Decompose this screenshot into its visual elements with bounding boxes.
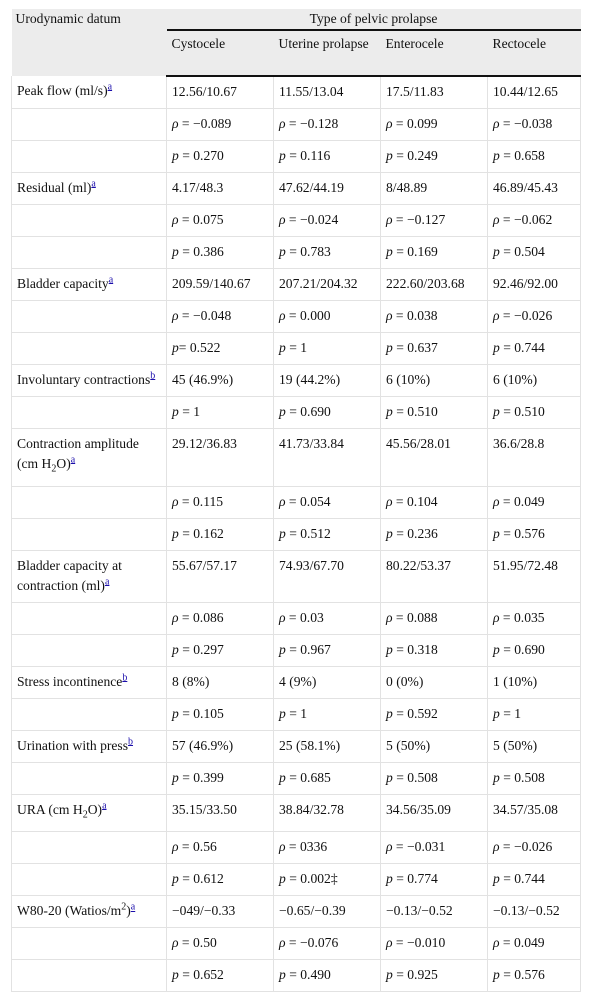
table-cell: 207.21/204.32 xyxy=(274,269,381,301)
table-cell: p = 0.249 xyxy=(381,141,488,173)
table-cell: p = 0.744 xyxy=(488,864,581,896)
table-cell: p = 0.510 xyxy=(488,397,581,429)
table-cell: p = 1 xyxy=(274,333,381,365)
table-cell: p = 0.270 xyxy=(167,141,274,173)
table-cell: p = 0.690 xyxy=(274,397,381,429)
row-label xyxy=(12,960,167,992)
table-cell: 38.84/32.78 xyxy=(274,794,381,832)
table-cell: 55.67/57.17 xyxy=(167,550,274,602)
table-row xyxy=(12,518,581,550)
table-cell: ρ = 0.115 xyxy=(167,486,274,518)
table-cell: p = 0.508 xyxy=(488,762,581,794)
table-cell: p = 0.690 xyxy=(488,634,581,666)
table-cell: p = 0.105 xyxy=(167,698,274,730)
table-cell: 45 (46.9%) xyxy=(167,365,274,397)
table-row xyxy=(12,205,581,237)
table-cell: 47.62/44.19 xyxy=(274,173,381,205)
table-row xyxy=(12,832,581,864)
table-cell: p = 0.925 xyxy=(381,960,488,992)
table-cell: p = 0.510 xyxy=(381,397,488,429)
table-cell: 80.22/53.37 xyxy=(381,550,488,602)
row-label: Bladder capacity at contraction (ml)$^a$ xyxy=(12,550,167,602)
table-cell: ρ = −0.026 xyxy=(488,832,581,864)
table-cell: p = 0.169 xyxy=(381,237,488,269)
table-cell: p = 0.116 xyxy=(274,141,381,173)
row-header-label: Urodynamic datum xyxy=(12,9,167,76)
table-cell: 19 (44.2%) xyxy=(274,365,381,397)
table-cell: 45.56/28.01 xyxy=(381,429,488,487)
row-label xyxy=(12,832,167,864)
table-cell: p = 0.162 xyxy=(167,518,274,550)
row-label xyxy=(12,109,167,141)
footnote-link[interactable]: a xyxy=(107,81,113,93)
column-group-header: Type of pelvic prolapse xyxy=(167,9,581,30)
table-cell: 35.15/33.50 xyxy=(167,794,274,832)
table-cell: p = 0.774 xyxy=(381,864,488,896)
table-cell: ρ = −0.031 xyxy=(381,832,488,864)
table-row xyxy=(12,333,581,365)
footnote-link[interactable]: a xyxy=(70,454,76,466)
table-cell: p = 0.508 xyxy=(381,762,488,794)
table-header xyxy=(12,9,581,76)
footnote-link[interactable]: a xyxy=(102,800,107,812)
footnote-link[interactable]: b xyxy=(128,736,134,748)
table-cell: p = 1 xyxy=(488,698,581,730)
row-label: Stress incontinence$^b$ xyxy=(12,666,167,698)
table-cell: ρ = 0.104 xyxy=(381,486,488,518)
footnote-link[interactable]: a xyxy=(104,576,110,588)
table-cell: ρ = 0336 xyxy=(274,832,381,864)
table-cell: ρ = −0.026 xyxy=(488,301,581,333)
footnote-link[interactable]: a xyxy=(108,274,114,286)
table-cell: ρ = 0.054 xyxy=(274,486,381,518)
table-cell: p = 0.612 xyxy=(167,864,274,896)
table-body xyxy=(12,76,581,992)
table-cell: p = 0.576 xyxy=(488,960,581,992)
table-cell: 74.93/67.70 xyxy=(274,550,381,602)
table-cell: ρ = −0.062 xyxy=(488,205,581,237)
footnote-link[interactable]: a xyxy=(91,178,96,190)
table-row xyxy=(12,928,581,960)
table-cell: 8/48.89 xyxy=(381,173,488,205)
table-cell: ρ = −0.048 xyxy=(167,301,274,333)
table-cell: p = 0.652 xyxy=(167,960,274,992)
table-cell: 222.60/203.68 xyxy=(381,269,488,301)
row-label xyxy=(12,486,167,518)
row-label: Bladder capacity$^a$ xyxy=(12,269,167,301)
table-row xyxy=(12,864,581,896)
row-label xyxy=(12,698,167,730)
table-row xyxy=(12,269,581,301)
table-cell: p = 0.658 xyxy=(488,141,581,173)
table-cell: 46.89/45.43 xyxy=(488,173,581,205)
table-cell: 1 (10%) xyxy=(488,666,581,698)
table-cell: ρ = −0.089 xyxy=(167,109,274,141)
table-cell: 6 (10%) xyxy=(381,365,488,397)
table-cell: p = 0.783 xyxy=(274,237,381,269)
column-header-uterine-prolapse: Uterine prolapse xyxy=(274,30,381,76)
table-cell: ρ = −0.010 xyxy=(381,928,488,960)
table-cell: p = 0.576 xyxy=(488,518,581,550)
table-cell: ρ = 0.56 xyxy=(167,832,274,864)
table-cell: p = 0.967 xyxy=(274,634,381,666)
table-cell: p = 0.490 xyxy=(274,960,381,992)
row-label: W80-20 $(Watios/m^2)^a$ xyxy=(12,896,167,928)
column-header-rectocele: Rectocele xyxy=(488,30,581,76)
table-row xyxy=(12,429,581,487)
table-cell: p = 1 xyxy=(167,397,274,429)
table-cell: ρ = −0.127 xyxy=(381,205,488,237)
table-cell: p = 0.002‡ xyxy=(274,864,381,896)
table-cell: 34.56/35.09 xyxy=(381,794,488,832)
table-cell: ρ = −0.024 xyxy=(274,205,381,237)
table-cell: 5 (50%) xyxy=(381,730,488,762)
table-cell: 6 (10%) xyxy=(488,365,581,397)
table-cell: 8 (8%) xyxy=(167,666,274,698)
table-cell: ρ = 0.03 xyxy=(274,602,381,634)
table-cell: 12.56/10.67 xyxy=(167,76,274,109)
table-cell: 34.57/35.08 xyxy=(488,794,581,832)
table-row xyxy=(12,365,581,397)
table-cell: 4 (9%) xyxy=(274,666,381,698)
table-cell: 209.59/140.67 xyxy=(167,269,274,301)
table-row xyxy=(12,301,581,333)
row-label xyxy=(12,762,167,794)
row-label: Urination with press$^b$ xyxy=(12,730,167,762)
footnote-link[interactable]: a xyxy=(130,901,136,913)
table-cell: 29.12/36.83 xyxy=(167,429,274,487)
table-cell: ρ = −0.076 xyxy=(274,928,381,960)
table-cell: 25 (58.1%) xyxy=(274,730,381,762)
row-label: URA (cm $H_2O)^a$ xyxy=(12,794,167,832)
table-cell: ρ = 0.50 xyxy=(167,928,274,960)
table-cell: p = 0.318 xyxy=(381,634,488,666)
table-cell: ρ = −0.038 xyxy=(488,109,581,141)
table-cell: p= 0.522 xyxy=(167,333,274,365)
table-row xyxy=(12,896,581,928)
table-cell: p = 0.386 xyxy=(167,237,274,269)
footnote-link[interactable]: b xyxy=(122,672,128,684)
table-cell: p = 0.504 xyxy=(488,237,581,269)
table-cell: 57 (46.9%) xyxy=(167,730,274,762)
table-row xyxy=(12,237,581,269)
row-label: Peak flow (ml/s)$^a$ xyxy=(12,76,167,109)
table-cell: 5 (50%) xyxy=(488,730,581,762)
table-cell: ρ = 0.035 xyxy=(488,602,581,634)
table-row xyxy=(12,486,581,518)
table-row xyxy=(12,730,581,762)
table-row xyxy=(12,109,581,141)
table-row xyxy=(12,602,581,634)
table-cell: −0.13/−0.52 xyxy=(381,896,488,928)
table-cell: ρ = 0.086 xyxy=(167,602,274,634)
table-cell: 17.5/11.83 xyxy=(381,76,488,109)
row-label xyxy=(12,301,167,333)
table-cell: p = 0.685 xyxy=(274,762,381,794)
row-label xyxy=(12,864,167,896)
table-row xyxy=(12,794,581,832)
table-row xyxy=(12,634,581,666)
row-label xyxy=(12,602,167,634)
table-cell: ρ = 0.038 xyxy=(381,301,488,333)
table-cell: ρ = 0.099 xyxy=(381,109,488,141)
table-cell: p = 0.399 xyxy=(167,762,274,794)
table-cell: 36.6/28.8 xyxy=(488,429,581,487)
table-row xyxy=(12,141,581,173)
table-cell: 92.46/92.00 xyxy=(488,269,581,301)
table-cell: 4.17/48.3 xyxy=(167,173,274,205)
table-cell: p = 0.744 xyxy=(488,333,581,365)
table-row xyxy=(12,960,581,992)
row-label xyxy=(12,928,167,960)
table-cell: p = 0.512 xyxy=(274,518,381,550)
table-cell: ρ = 0.000 xyxy=(274,301,381,333)
table-cell: p = 0.637 xyxy=(381,333,488,365)
table-cell: ρ = −0.128 xyxy=(274,109,381,141)
row-label xyxy=(12,518,167,550)
table-row xyxy=(12,666,581,698)
row-label: Contraction amplitude (cm $H_2O)^a$ xyxy=(12,429,167,487)
row-label xyxy=(12,634,167,666)
table-cell: 11.55/13.04 xyxy=(274,76,381,109)
column-header-enterocele: Enterocele xyxy=(381,30,488,76)
table-cell: 0 (0%) xyxy=(381,666,488,698)
table-cell: p = 0.236 xyxy=(381,518,488,550)
table-row xyxy=(12,698,581,730)
table-row xyxy=(12,762,581,794)
row-label xyxy=(12,333,167,365)
row-label: Residual (ml)$^a$ xyxy=(12,173,167,205)
prolapse-urodynamics-table-container xyxy=(11,9,580,992)
table-cell: −049/−0.33 xyxy=(167,896,274,928)
table-cell: −0.65/−0.39 xyxy=(274,896,381,928)
row-label xyxy=(12,141,167,173)
table-cell: ρ = 0.088 xyxy=(381,602,488,634)
table-cell: 51.95/72.48 xyxy=(488,550,581,602)
table-cell: p = 0.297 xyxy=(167,634,274,666)
column-header-cystocele: Cystocele xyxy=(167,30,274,76)
row-label xyxy=(12,205,167,237)
row-label xyxy=(12,397,167,429)
table-cell: ρ = 0.049 xyxy=(488,486,581,518)
row-label xyxy=(12,237,167,269)
table-cell: 10.44/12.65 xyxy=(488,76,581,109)
table-cell: 41.73/33.84 xyxy=(274,429,381,487)
footnote-link[interactable]: b xyxy=(150,370,156,382)
table-row xyxy=(12,397,581,429)
table-cell: p = 0.592 xyxy=(381,698,488,730)
table-row xyxy=(12,173,581,205)
urodynamics-table xyxy=(11,9,581,992)
row-label: Involuntary contractions$^b$ xyxy=(12,365,167,397)
table-cell: ρ = 0.075 xyxy=(167,205,274,237)
table-cell: −0.13/−0.52 xyxy=(488,896,581,928)
table-row xyxy=(12,76,581,109)
table-cell: ρ = 0.049 xyxy=(488,928,581,960)
table-row xyxy=(12,550,581,602)
table-cell: p = 1 xyxy=(274,698,381,730)
